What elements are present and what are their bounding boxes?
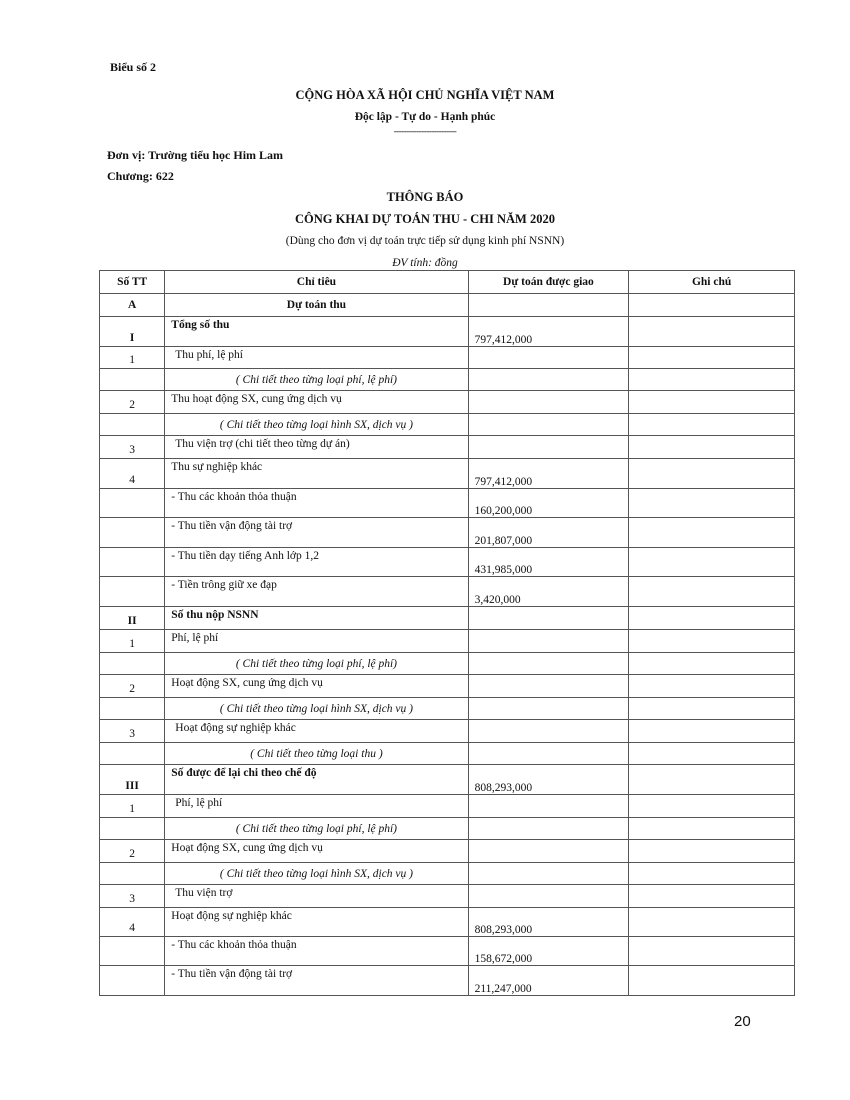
row-stt: 1: [100, 630, 165, 653]
row-amount: 3,420,000: [468, 577, 629, 607]
table-row: [100, 795, 795, 818]
national-motto: Độc lập - Tự do - Hạnh phúc: [354, 111, 496, 123]
table-row: [100, 459, 795, 489]
row-amount: [468, 294, 629, 317]
table-row: [100, 436, 795, 459]
row-note: [629, 369, 795, 391]
currency-unit: ĐV tính: đồng: [392, 257, 458, 269]
row-stt: III: [100, 765, 165, 795]
row-note: [629, 720, 795, 743]
row-note: [629, 436, 795, 459]
row-stt: 1: [100, 347, 165, 369]
header-stt: Số TT: [100, 271, 165, 294]
row-note: [629, 391, 795, 414]
row-amount: [468, 720, 629, 743]
table-row: [100, 765, 795, 795]
header-item: Chỉ tiêu: [165, 271, 468, 294]
row-note: [629, 937, 795, 966]
table-row: [100, 863, 795, 885]
row-amount: [468, 885, 629, 908]
notice-subtitle: CÔNG KHAI DỰ TOÁN THU - CHI NĂM 2020: [295, 212, 555, 226]
row-stt: 3: [100, 885, 165, 908]
row-note: [629, 294, 795, 317]
row-note: [629, 675, 795, 698]
row-item: Thu phí, lệ phí: [165, 347, 468, 369]
row-stt: 4: [100, 459, 165, 489]
country-heading: CỘNG HÒA XÃ HỘI CHỦ NGHĨA VIỆT NAM: [295, 88, 555, 102]
header-amount: Dự toán được giao: [468, 271, 629, 294]
motto-underline: -------------------------: [393, 126, 457, 136]
row-note: [629, 548, 795, 577]
row-amount: [468, 675, 629, 698]
row-stt: [100, 414, 165, 436]
row-amount: [468, 436, 629, 459]
table-row: [100, 369, 795, 391]
row-note: [629, 818, 795, 840]
row-note: [629, 577, 795, 607]
row-item: Dự toán thu: [165, 294, 468, 317]
row-amount: [468, 863, 629, 885]
row-item: ( Chi tiết theo từng loại phí, lệ phí): [165, 818, 468, 840]
table-row: [100, 347, 795, 369]
table-row: [100, 518, 795, 548]
form-label: Biểu số 2: [110, 60, 157, 74]
table-row: [100, 414, 795, 436]
row-amount: [468, 743, 629, 765]
row-amount: 431,985,000: [468, 548, 629, 577]
row-stt: [100, 698, 165, 720]
row-item: Hoạt động sự nghiệp khác: [165, 908, 468, 937]
table-row: [100, 743, 795, 765]
row-stt: [100, 548, 165, 577]
row-item: ( Chi tiết theo từng loại phí, lệ phí): [165, 369, 468, 391]
table-row: [100, 966, 795, 996]
table-row: [100, 317, 795, 347]
row-stt: 2: [100, 675, 165, 698]
table-row: [100, 294, 795, 317]
row-item: Phí, lệ phí: [165, 795, 468, 818]
row-item: Thu sự nghiệp khác: [165, 459, 468, 489]
row-item: Số thu nộp NSNN: [165, 607, 468, 630]
row-item: ( Chi tiết theo từng loại hình SX, dịch vụ ): [165, 414, 468, 436]
row-amount: [468, 347, 629, 369]
row-stt: [100, 653, 165, 675]
row-stt: [100, 518, 165, 548]
row-item: Tổng số thu: [165, 317, 468, 347]
row-amount: 158,672,000: [468, 937, 629, 966]
notice-title: THÔNG BÁO: [386, 190, 464, 204]
row-amount: 797,412,000: [468, 459, 629, 489]
notice-note: (Dùng cho đơn vị dự toán trực tiếp sử dụng kinh phí NSNN): [285, 235, 565, 247]
row-item: - Thu tiền vận động tài trợ: [165, 518, 468, 548]
table-row: [100, 391, 795, 414]
row-stt: A: [100, 294, 165, 317]
row-note: [629, 459, 795, 489]
table-row: [100, 698, 795, 720]
row-note: [629, 518, 795, 548]
table-row: [100, 937, 795, 966]
row-stt: 2: [100, 840, 165, 863]
row-item: Thu viện trợ (chi tiết theo từng dự án): [165, 436, 468, 459]
row-note: [629, 347, 795, 369]
row-stt: [100, 863, 165, 885]
row-amount: [468, 391, 629, 414]
row-note: [629, 885, 795, 908]
row-amount: [468, 630, 629, 653]
row-amount: 211,247,000: [468, 966, 629, 996]
table-row: [100, 607, 795, 630]
row-note: [629, 908, 795, 937]
row-amount: [468, 369, 629, 391]
table-row: [100, 675, 795, 698]
header-note: Ghi chú: [629, 271, 795, 294]
row-stt: [100, 577, 165, 607]
row-note: [629, 698, 795, 720]
row-item: - Tiền trông giữ xe đạp: [165, 577, 468, 607]
row-note: [629, 765, 795, 795]
row-amount: 160,200,000: [468, 489, 629, 518]
row-amount: 808,293,000: [468, 765, 629, 795]
row-amount: [468, 818, 629, 840]
row-note: [629, 489, 795, 518]
row-amount: 797,412,000: [468, 317, 629, 347]
table-row: [100, 630, 795, 653]
row-item: Số được để lại chi theo chế độ: [165, 765, 468, 795]
row-amount: [468, 607, 629, 630]
row-amount: [468, 414, 629, 436]
row-amount: 808,293,000: [468, 908, 629, 937]
row-item: Thu viện trợ: [165, 885, 468, 908]
row-item: Hoạt động SX, cung ứng dịch vụ: [165, 840, 468, 863]
row-note: [629, 863, 795, 885]
row-amount: [468, 698, 629, 720]
table-row: [100, 489, 795, 518]
row-amount: 201,807,000: [468, 518, 629, 548]
row-item: ( Chi tiết theo từng loại phí, lệ phí): [165, 653, 468, 675]
table-row: [100, 840, 795, 863]
row-note: [629, 630, 795, 653]
page-number: 20: [734, 1013, 751, 1030]
table-row: [100, 885, 795, 908]
row-note: [629, 317, 795, 347]
table-row: [100, 908, 795, 937]
row-item: Phí, lệ phí: [165, 630, 468, 653]
table-row: [100, 720, 795, 743]
row-item: Thu hoạt động SX, cung ứng dịch vụ: [165, 391, 468, 414]
row-stt: [100, 818, 165, 840]
row-amount: [468, 840, 629, 863]
row-item: Hoạt động sự nghiệp khác: [165, 720, 468, 743]
row-item: - Thu các khoản thỏa thuận: [165, 489, 468, 518]
row-stt: [100, 369, 165, 391]
row-stt: 2: [100, 391, 165, 414]
row-item: - Thu tiền vận động tài trợ: [165, 966, 468, 996]
row-stt: [100, 937, 165, 966]
row-note: [629, 795, 795, 818]
row-stt: 3: [100, 720, 165, 743]
row-stt: 3: [100, 436, 165, 459]
row-note: [629, 840, 795, 863]
row-item: ( Chi tiết theo từng loại hình SX, dịch vụ ): [165, 863, 468, 885]
table-row: [100, 548, 795, 577]
budget-table: [99, 270, 795, 996]
row-item: ( Chi tiết theo từng loại thu ): [165, 743, 468, 765]
table-row: [100, 653, 795, 675]
row-note: [629, 607, 795, 630]
row-stt: [100, 966, 165, 996]
row-note: [629, 653, 795, 675]
chapter-code: Chương: 622: [107, 169, 174, 183]
table-row: [100, 577, 795, 607]
row-note: [629, 743, 795, 765]
row-item: - Thu các khoản thỏa thuận: [165, 937, 468, 966]
row-note: [629, 966, 795, 996]
table-header-row: [100, 271, 795, 294]
row-note: [629, 414, 795, 436]
row-stt: 1: [100, 795, 165, 818]
row-stt: II: [100, 607, 165, 630]
row-item: ( Chi tiết theo từng loại hình SX, dịch vụ ): [165, 698, 468, 720]
row-stt: [100, 489, 165, 518]
row-stt: I: [100, 317, 165, 347]
row-item: Hoạt động SX, cung ứng dịch vụ: [165, 675, 468, 698]
row-amount: [468, 795, 629, 818]
unit-name: Đơn vị: Trường tiểu học Him Lam: [107, 148, 284, 162]
table-row: [100, 818, 795, 840]
row-amount: [468, 653, 629, 675]
row-stt: 4: [100, 908, 165, 937]
row-item: - Thu tiền dạy tiếng Anh lớp 1,2: [165, 548, 468, 577]
row-stt: [100, 743, 165, 765]
